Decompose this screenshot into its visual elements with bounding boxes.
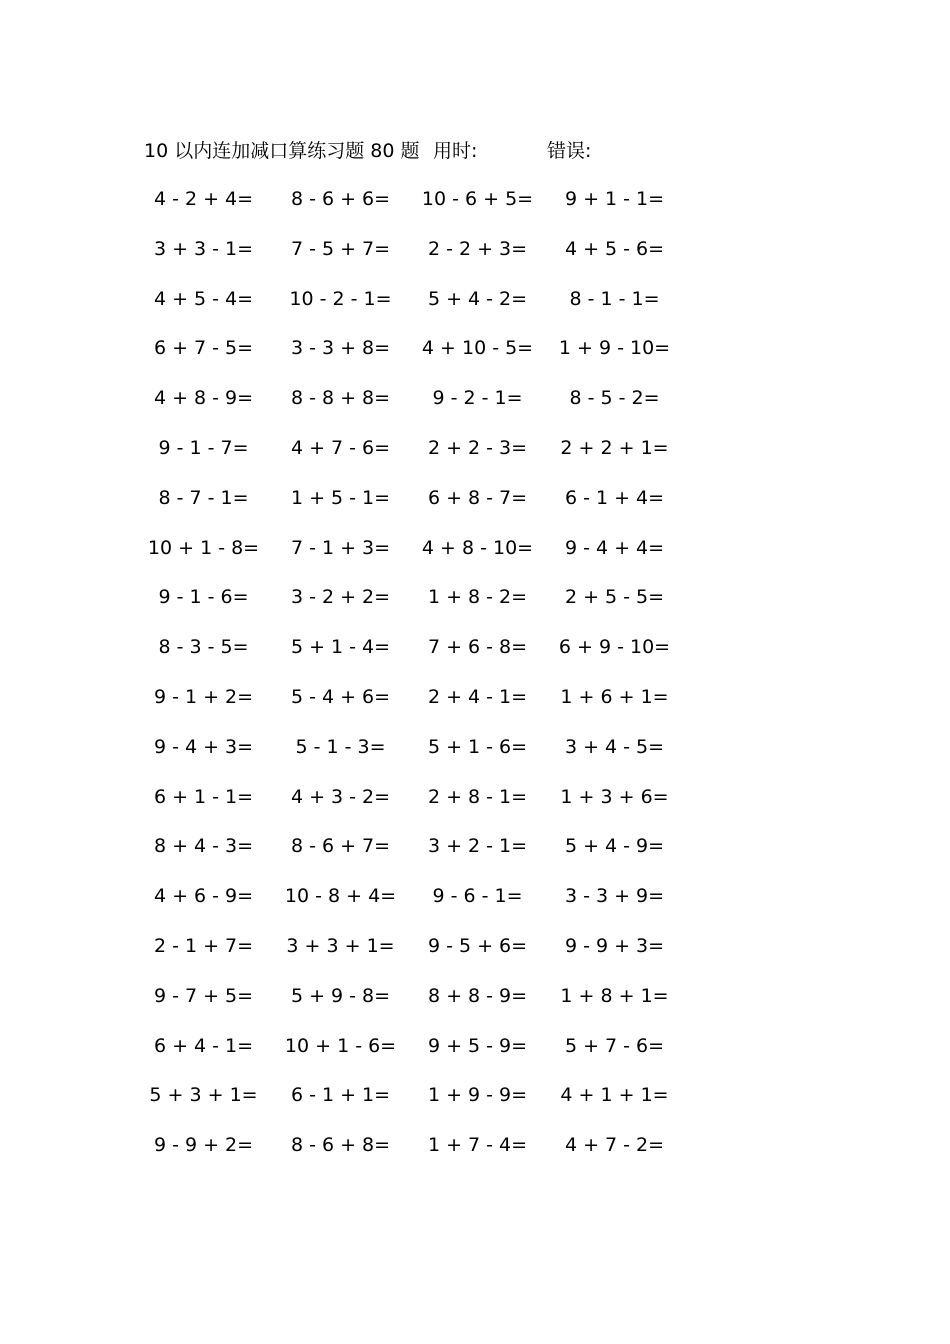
- problem-item: 1 + 7 - 4=: [427, 1134, 528, 1157]
- problem-item: 9 - 9 + 2=: [153, 1134, 254, 1157]
- problem-item: 4 + 7 - 6=: [290, 436, 391, 459]
- problem-item: 4 + 8 - 10=: [421, 536, 534, 559]
- problem-item: 5 + 3 + 1=: [149, 1084, 258, 1107]
- problem-item: 1 + 9 - 10=: [558, 337, 671, 360]
- problem-item: 1 + 9 - 9=: [427, 1084, 528, 1107]
- problem-item: 4 - 2 + 4=: [153, 188, 254, 210]
- problem-item: 2 + 4 - 1=: [427, 685, 528, 708]
- problem-item: 5 + 7 - 6=: [564, 1034, 665, 1057]
- time-label: 用时:: [433, 140, 478, 162]
- problem-item: 4 + 5 - 4=: [153, 287, 254, 310]
- problem-item: 4 + 6 - 9=: [153, 885, 254, 908]
- problem-item: 5 + 4 - 2=: [427, 287, 528, 310]
- problem-item: 10 - 6 + 5=: [421, 188, 534, 210]
- problem-item: 6 + 8 - 7=: [427, 486, 528, 509]
- problem-item: 4 + 1 + 1=: [560, 1084, 669, 1107]
- problem-item: 3 + 4 - 5=: [564, 735, 665, 758]
- problem-item: 8 + 8 - 9=: [427, 984, 528, 1007]
- problem-item: 9 - 1 - 7=: [158, 436, 249, 459]
- problem-item: 9 + 1 - 1=: [564, 188, 665, 210]
- problem-item: 8 - 7 - 1=: [158, 486, 249, 509]
- problem-item: 6 + 9 - 10=: [558, 636, 671, 659]
- problem-item: 9 - 4 + 4=: [564, 536, 665, 559]
- error-label: 错误:: [547, 140, 592, 162]
- problem-item: 8 + 4 - 3=: [153, 835, 254, 858]
- problem-item: 2 + 2 + 1=: [560, 436, 669, 459]
- problem-item: 6 + 7 - 5=: [153, 337, 254, 360]
- problem-item: 8 - 6 + 6=: [290, 188, 391, 210]
- problem-item: 1 + 3 + 6=: [560, 785, 669, 808]
- problem-item: 1 + 8 + 1=: [560, 984, 669, 1007]
- problem-item: 10 + 1 - 6=: [284, 1034, 397, 1057]
- problem-item: 5 + 1 - 4=: [290, 636, 391, 659]
- problem-item: 4 + 5 - 6=: [564, 237, 665, 260]
- problem-item: 6 - 1 + 1=: [290, 1084, 391, 1107]
- problem-item: 8 - 1 - 1=: [569, 287, 660, 310]
- problem-item: 3 - 3 + 9=: [564, 885, 665, 908]
- problem-item: 3 - 2 + 2=: [290, 586, 391, 609]
- problem-item: 2 + 8 - 1=: [427, 785, 528, 808]
- problem-item: 3 - 3 + 8=: [290, 337, 391, 360]
- problem-item: 6 + 4 - 1=: [153, 1034, 254, 1057]
- problem-item: 8 - 5 - 2=: [569, 387, 660, 410]
- problem-item: 9 - 5 + 6=: [427, 934, 528, 957]
- problem-item: 9 - 7 + 5=: [153, 984, 254, 1007]
- problem-item: 6 - 1 + 4=: [564, 486, 665, 509]
- problem-item: 4 + 7 - 2=: [564, 1134, 665, 1157]
- problem-item: 9 - 6 - 1=: [432, 885, 523, 908]
- problem-item: 3 + 3 + 1=: [286, 934, 395, 957]
- problem-item: 7 + 6 - 8=: [427, 636, 528, 659]
- problem-item: 9 - 9 + 3=: [564, 934, 665, 957]
- problem-item: 10 - 2 - 1=: [289, 287, 392, 310]
- worksheet-header: [0, 136, 950, 166]
- problem-item: 1 + 5 - 1=: [290, 486, 391, 509]
- problem-item: 8 - 8 + 8=: [290, 387, 391, 410]
- problem-item: 4 + 10 - 5=: [421, 337, 534, 360]
- problem-item: 3 + 3 - 1=: [153, 237, 254, 260]
- problem-item: 7 - 5 + 7=: [290, 237, 391, 260]
- problem-item: 1 + 6 + 1=: [560, 685, 669, 708]
- problem-item: 5 + 9 - 8=: [290, 984, 391, 1007]
- problem-item: 8 - 6 + 8=: [290, 1134, 391, 1157]
- problem-item: 6 + 1 - 1=: [153, 785, 254, 808]
- problem-item: 5 + 1 - 6=: [427, 735, 528, 758]
- problem-grid: [135, 185, 685, 1181]
- problem-item: 10 + 1 - 8=: [147, 536, 260, 559]
- problem-item: 7 - 1 + 3=: [290, 536, 391, 559]
- worksheet-title: 10 以内连加减口算练习题 80 题: [144, 140, 420, 162]
- problem-item: 8 - 6 + 7=: [290, 835, 391, 858]
- problem-item: 8 - 3 - 5=: [158, 636, 249, 659]
- problem-item: 5 - 4 + 6=: [290, 685, 391, 708]
- problem-item: 9 + 5 - 9=: [427, 1034, 528, 1057]
- problem-item: 2 - 2 + 3=: [427, 237, 528, 260]
- problem-item: 9 - 4 + 3=: [153, 735, 254, 758]
- problem-item: 2 - 1 + 7=: [153, 934, 254, 957]
- problem-item: 3 + 2 - 1=: [427, 835, 528, 858]
- problem-item: 1 + 8 - 2=: [427, 586, 528, 609]
- problem-item: 2 + 5 - 5=: [564, 586, 665, 609]
- problem-item: 9 - 1 + 2=: [153, 685, 254, 708]
- problem-item: 2 + 2 - 3=: [427, 436, 528, 459]
- problem-item: 5 + 4 - 9=: [564, 835, 665, 858]
- problem-item: 4 + 8 - 9=: [153, 387, 254, 410]
- problem-item: 9 - 1 - 6=: [158, 586, 249, 609]
- problem-item: 5 - 1 - 3=: [295, 735, 386, 758]
- problem-item: 9 - 2 - 1=: [432, 387, 523, 410]
- problem-item: 4 + 3 - 2=: [290, 785, 391, 808]
- problem-item: 10 - 8 + 4=: [284, 885, 397, 908]
